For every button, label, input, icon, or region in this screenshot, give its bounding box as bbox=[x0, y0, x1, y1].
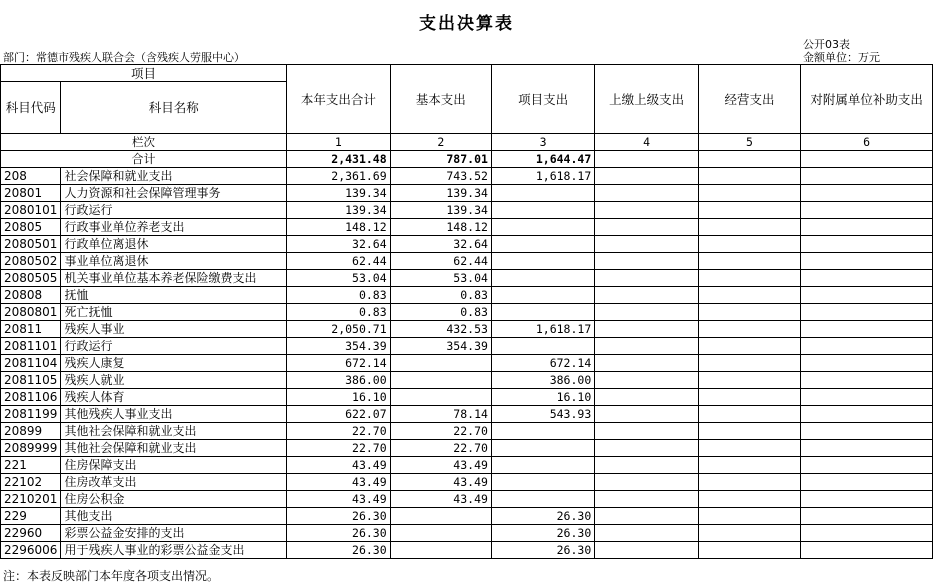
subject-name: 残疾人康复 bbox=[61, 355, 287, 372]
table-row bbox=[1, 253, 933, 270]
amount-cell bbox=[698, 440, 800, 457]
amount-cell: 26.30 bbox=[287, 525, 391, 542]
table-row bbox=[1, 168, 933, 185]
amount-unit: 金额单位：万元 bbox=[803, 51, 880, 64]
subject-code: 221 bbox=[1, 457, 61, 474]
amount-cell: 26.30 bbox=[287, 508, 391, 525]
total-value bbox=[595, 151, 699, 168]
subject-code: 20805 bbox=[1, 219, 61, 236]
table-row bbox=[1, 491, 933, 508]
index-row-label: 栏次 bbox=[1, 134, 287, 151]
subject-code: 2080501 bbox=[1, 236, 61, 253]
amount-cell: 53.04 bbox=[390, 270, 491, 287]
total-value bbox=[801, 151, 933, 168]
amount-cell bbox=[801, 304, 933, 321]
amount-cell: 22.70 bbox=[287, 423, 391, 440]
amount-cell bbox=[698, 355, 800, 372]
header-operating-expenditure: 经营支出 bbox=[698, 65, 800, 134]
index-col-4: 4 bbox=[595, 134, 699, 151]
table-row bbox=[1, 355, 933, 372]
amount-cell bbox=[801, 457, 933, 474]
subject-name: 社会保障和就业支出 bbox=[61, 168, 287, 185]
subject-code: 2081199 bbox=[1, 406, 61, 423]
amount-cell bbox=[801, 219, 933, 236]
amount-cell bbox=[595, 338, 699, 355]
header-total-expenditure: 本年支出合计 bbox=[287, 65, 391, 134]
header-basic-expenditure: 基本支出 bbox=[390, 65, 491, 134]
amount-cell bbox=[801, 389, 933, 406]
table-row bbox=[1, 287, 933, 304]
table-row bbox=[1, 185, 933, 202]
subject-name: 残疾人事业 bbox=[61, 321, 287, 338]
amount-cell bbox=[491, 270, 594, 287]
table-row bbox=[1, 219, 933, 236]
subject-code: 2081105 bbox=[1, 372, 61, 389]
amount-cell: 386.00 bbox=[287, 372, 391, 389]
table-row bbox=[1, 508, 933, 525]
amount-cell bbox=[698, 219, 800, 236]
amount-cell bbox=[698, 321, 800, 338]
amount-cell bbox=[698, 508, 800, 525]
amount-cell bbox=[801, 355, 933, 372]
subject-name: 机关事业单位基本养老保险缴费支出 bbox=[61, 270, 287, 287]
amount-cell bbox=[801, 474, 933, 491]
amount-cell: 0.83 bbox=[287, 304, 391, 321]
subject-name: 人力资源和社会保障管理事务 bbox=[61, 185, 287, 202]
table-row bbox=[1, 457, 933, 474]
subject-name: 行政单位离退休 bbox=[61, 236, 287, 253]
total-value: 2,431.48 bbox=[287, 151, 391, 168]
amount-cell bbox=[390, 508, 491, 525]
amount-cell: 148.12 bbox=[390, 219, 491, 236]
amount-cell bbox=[698, 491, 800, 508]
header-item: 项目 bbox=[1, 65, 287, 82]
amount-cell bbox=[595, 185, 699, 202]
amount-cell: 43.49 bbox=[390, 474, 491, 491]
subject-name: 住房公积金 bbox=[61, 491, 287, 508]
amount-cell bbox=[698, 338, 800, 355]
table-row bbox=[1, 474, 933, 491]
amount-cell bbox=[801, 287, 933, 304]
header-remit-upper-expenditure: 上缴上级支出 bbox=[595, 65, 699, 134]
table-row bbox=[1, 525, 933, 542]
amount-cell: 0.83 bbox=[390, 304, 491, 321]
amount-cell bbox=[698, 185, 800, 202]
amount-cell: 0.83 bbox=[390, 287, 491, 304]
subject-code: 2080101 bbox=[1, 202, 61, 219]
subject-code: 229 bbox=[1, 508, 61, 525]
subject-name: 行政运行 bbox=[61, 202, 287, 219]
amount-cell: 354.39 bbox=[390, 338, 491, 355]
amount-cell bbox=[390, 389, 491, 406]
amount-cell: 2,361.69 bbox=[287, 168, 391, 185]
amount-cell: 43.49 bbox=[287, 457, 391, 474]
amount-cell bbox=[698, 474, 800, 491]
amount-cell bbox=[698, 304, 800, 321]
amount-cell bbox=[698, 372, 800, 389]
table-row bbox=[1, 423, 933, 440]
subject-code: 2089999 bbox=[1, 440, 61, 457]
subject-code: 208 bbox=[1, 168, 61, 185]
amount-cell bbox=[595, 219, 699, 236]
amount-cell: 354.39 bbox=[287, 338, 391, 355]
table-row bbox=[1, 389, 933, 406]
amount-cell bbox=[491, 440, 594, 457]
subject-code: 20801 bbox=[1, 185, 61, 202]
subject-code: 2296006 bbox=[1, 542, 61, 559]
amount-cell: 0.83 bbox=[287, 287, 391, 304]
amount-cell: 26.30 bbox=[491, 525, 594, 542]
amount-cell bbox=[491, 491, 594, 508]
amount-cell bbox=[698, 423, 800, 440]
subject-code: 22960 bbox=[1, 525, 61, 542]
amount-cell bbox=[491, 219, 594, 236]
amount-cell bbox=[390, 525, 491, 542]
amount-cell bbox=[390, 542, 491, 559]
amount-cell bbox=[801, 202, 933, 219]
amount-cell: 53.04 bbox=[287, 270, 391, 287]
amount-cell bbox=[801, 440, 933, 457]
subject-name: 抚恤 bbox=[61, 287, 287, 304]
amount-cell bbox=[595, 406, 699, 423]
amount-cell bbox=[595, 253, 699, 270]
amount-cell bbox=[801, 372, 933, 389]
amount-cell bbox=[595, 457, 699, 474]
amount-cell bbox=[595, 474, 699, 491]
amount-cell: 432.53 bbox=[390, 321, 491, 338]
amount-cell bbox=[595, 542, 699, 559]
amount-cell: 386.00 bbox=[491, 372, 594, 389]
department-label: 部门：常德市残疾人联合会（含残疾人劳服中心） bbox=[3, 51, 245, 64]
amount-cell bbox=[491, 236, 594, 253]
amount-cell bbox=[801, 270, 933, 287]
amount-cell: 62.44 bbox=[287, 253, 391, 270]
amount-cell: 43.49 bbox=[287, 474, 391, 491]
amount-cell bbox=[698, 168, 800, 185]
amount-cell bbox=[595, 525, 699, 542]
amount-cell bbox=[491, 474, 594, 491]
amount-cell bbox=[491, 253, 594, 270]
subject-name: 残疾人体育 bbox=[61, 389, 287, 406]
amount-cell bbox=[801, 338, 933, 355]
amount-cell: 148.12 bbox=[287, 219, 391, 236]
amount-cell bbox=[595, 168, 699, 185]
subject-code: 20899 bbox=[1, 423, 61, 440]
subject-code: 2081104 bbox=[1, 355, 61, 372]
subject-name: 其他残疾人事业支出 bbox=[61, 406, 287, 423]
subject-code: 20811 bbox=[1, 321, 61, 338]
subject-name: 行政事业单位养老支出 bbox=[61, 219, 287, 236]
amount-cell bbox=[801, 525, 933, 542]
index-col-6: 6 bbox=[801, 134, 933, 151]
amount-cell bbox=[698, 389, 800, 406]
amount-cell bbox=[595, 423, 699, 440]
amount-cell bbox=[491, 338, 594, 355]
amount-cell bbox=[801, 253, 933, 270]
amount-cell bbox=[698, 202, 800, 219]
amount-cell bbox=[491, 304, 594, 321]
amount-cell bbox=[698, 236, 800, 253]
amount-cell bbox=[595, 236, 699, 253]
amount-cell: 139.34 bbox=[287, 185, 391, 202]
subject-name: 用于残疾人事业的彩票公益金支出 bbox=[61, 542, 287, 559]
form-number: 公开03表 bbox=[803, 38, 850, 51]
table-row bbox=[1, 338, 933, 355]
amount-cell bbox=[390, 372, 491, 389]
subject-code: 2080505 bbox=[1, 270, 61, 287]
amount-cell bbox=[595, 440, 699, 457]
subject-name: 住房保障支出 bbox=[61, 457, 287, 474]
subject-code: 20808 bbox=[1, 287, 61, 304]
amount-cell bbox=[595, 287, 699, 304]
header-project-expenditure: 项目支出 bbox=[491, 65, 594, 134]
amount-cell: 139.34 bbox=[287, 202, 391, 219]
amount-cell: 672.14 bbox=[287, 355, 391, 372]
amount-cell bbox=[595, 372, 699, 389]
table-row bbox=[1, 236, 933, 253]
amount-cell bbox=[698, 406, 800, 423]
table-row bbox=[1, 304, 933, 321]
amount-cell bbox=[801, 423, 933, 440]
amount-cell bbox=[698, 542, 800, 559]
amount-cell: 62.44 bbox=[390, 253, 491, 270]
table-row bbox=[1, 542, 933, 559]
table-row bbox=[1, 202, 933, 219]
total-value: 1,644.47 bbox=[491, 151, 594, 168]
amount-cell: 1,618.17 bbox=[491, 321, 594, 338]
amount-cell: 22.70 bbox=[287, 440, 391, 457]
subject-code: 2080502 bbox=[1, 253, 61, 270]
amount-cell: 78.14 bbox=[390, 406, 491, 423]
subject-name: 住房改革支出 bbox=[61, 474, 287, 491]
amount-cell bbox=[801, 508, 933, 525]
amount-cell bbox=[698, 457, 800, 474]
subject-code: 2081106 bbox=[1, 389, 61, 406]
subject-code: 22102 bbox=[1, 474, 61, 491]
amount-cell bbox=[595, 508, 699, 525]
amount-cell bbox=[491, 423, 594, 440]
amount-cell bbox=[595, 270, 699, 287]
table-row bbox=[1, 270, 933, 287]
index-col-2: 2 bbox=[390, 134, 491, 151]
amount-cell bbox=[698, 287, 800, 304]
subject-name: 事业单位离退休 bbox=[61, 253, 287, 270]
amount-cell: 16.10 bbox=[491, 389, 594, 406]
subject-name: 死亡抚恤 bbox=[61, 304, 287, 321]
amount-cell: 672.14 bbox=[491, 355, 594, 372]
expenditure-table bbox=[0, 64, 933, 559]
amount-cell bbox=[801, 542, 933, 559]
amount-cell bbox=[698, 253, 800, 270]
amount-cell bbox=[801, 185, 933, 202]
index-col-3: 3 bbox=[491, 134, 594, 151]
amount-cell: 543.93 bbox=[491, 406, 594, 423]
footnote: 注：本表反映部门本年度各项支出情况。 bbox=[3, 569, 220, 583]
header-subject-name: 科目名称 bbox=[61, 82, 287, 134]
index-col-1: 1 bbox=[287, 134, 391, 151]
amount-cell: 26.30 bbox=[491, 542, 594, 559]
amount-cell bbox=[595, 202, 699, 219]
total-value: 787.01 bbox=[390, 151, 491, 168]
amount-cell bbox=[491, 457, 594, 474]
table-row bbox=[1, 321, 933, 338]
amount-cell: 139.34 bbox=[390, 202, 491, 219]
header-subject-code: 科目代码 bbox=[1, 82, 61, 134]
amount-cell bbox=[491, 202, 594, 219]
amount-cell: 139.34 bbox=[390, 185, 491, 202]
amount-cell bbox=[698, 270, 800, 287]
page-title: 支出决算表 bbox=[419, 14, 514, 34]
amount-cell bbox=[595, 491, 699, 508]
amount-cell: 43.49 bbox=[390, 457, 491, 474]
header-subsidy-expenditure: 对附属单位补助支出 bbox=[801, 65, 933, 134]
amount-cell: 32.64 bbox=[287, 236, 391, 253]
subject-code: 2081101 bbox=[1, 338, 61, 355]
amount-cell: 1,618.17 bbox=[491, 168, 594, 185]
amount-cell bbox=[801, 321, 933, 338]
amount-cell: 22.70 bbox=[390, 423, 491, 440]
subject-name: 彩票公益金安排的支出 bbox=[61, 525, 287, 542]
subject-name: 残疾人就业 bbox=[61, 372, 287, 389]
amount-cell bbox=[595, 389, 699, 406]
amount-cell bbox=[491, 287, 594, 304]
amount-cell: 22.70 bbox=[390, 440, 491, 457]
total-row-label: 合计 bbox=[1, 151, 287, 168]
amount-cell bbox=[698, 525, 800, 542]
subject-code: 2210201 bbox=[1, 491, 61, 508]
table-row bbox=[1, 372, 933, 389]
amount-cell bbox=[390, 355, 491, 372]
amount-cell bbox=[595, 304, 699, 321]
amount-cell: 2,050.71 bbox=[287, 321, 391, 338]
amount-cell bbox=[801, 236, 933, 253]
amount-cell: 32.64 bbox=[390, 236, 491, 253]
amount-cell: 622.07 bbox=[287, 406, 391, 423]
table-row bbox=[1, 440, 933, 457]
subject-name: 其他支出 bbox=[61, 508, 287, 525]
total-value bbox=[698, 151, 800, 168]
amount-cell: 43.49 bbox=[287, 491, 391, 508]
amount-cell bbox=[801, 168, 933, 185]
index-col-5: 5 bbox=[698, 134, 800, 151]
subject-name: 行政运行 bbox=[61, 338, 287, 355]
amount-cell: 43.49 bbox=[390, 491, 491, 508]
amount-cell bbox=[801, 491, 933, 508]
amount-cell: 743.52 bbox=[390, 168, 491, 185]
amount-cell: 26.30 bbox=[491, 508, 594, 525]
amount-cell: 16.10 bbox=[287, 389, 391, 406]
subject-code: 2080801 bbox=[1, 304, 61, 321]
amount-cell bbox=[595, 321, 699, 338]
amount-cell bbox=[595, 355, 699, 372]
amount-cell: 26.30 bbox=[287, 542, 391, 559]
subject-name: 其他社会保障和就业支出 bbox=[61, 423, 287, 440]
amount-cell bbox=[801, 406, 933, 423]
table-row bbox=[1, 406, 933, 423]
amount-cell bbox=[491, 185, 594, 202]
subject-name: 其他社会保障和就业支出 bbox=[61, 440, 287, 457]
